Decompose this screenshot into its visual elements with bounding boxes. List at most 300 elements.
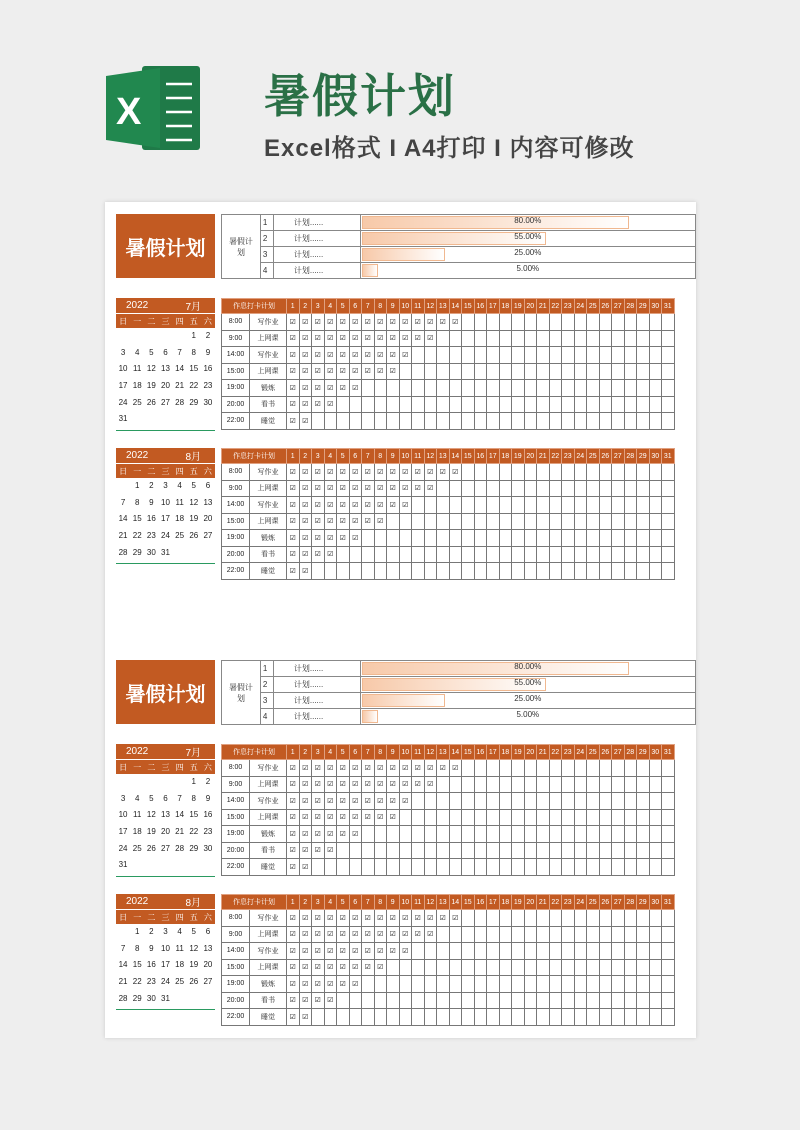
checkbox-cell[interactable] [662,959,675,976]
checkbox-cell[interactable] [349,976,362,993]
checkbox-cell[interactable] [512,396,525,413]
calendar-day[interactable]: 24 [161,977,170,987]
checkbox-cell[interactable] [324,910,337,927]
checkbox-cell[interactable] [462,497,475,514]
checkbox-cell[interactable] [374,793,387,810]
checkbox-cell[interactable] [337,380,350,397]
checkbox-cell[interactable] [524,314,537,331]
calendar-day[interactable]: 25 [175,531,185,541]
checkbox-cell[interactable] [512,976,525,993]
checkbox-cell[interactable] [512,842,525,859]
checkbox-cell[interactable] [637,809,650,826]
checkbox-cell[interactable] [374,546,387,563]
checkbox-cell[interactable] [499,513,512,530]
checkbox-cell[interactable] [574,380,587,397]
checkbox-cell[interactable] [637,347,650,364]
checkbox-cell[interactable] [462,546,475,563]
checkbox-cell[interactable] [512,563,525,580]
calendar-day[interactable]: 11 [133,810,142,820]
checkbox-cell[interactable] [662,976,675,993]
checkbox-cell[interactable] [649,546,662,563]
checkbox-cell[interactable] [387,976,400,993]
checkbox-cell[interactable] [612,413,625,430]
checkbox-cell[interactable] [562,413,575,430]
calendar-day[interactable]: 19 [189,514,199,524]
checkbox-cell[interactable] [362,976,375,993]
checkbox-cell[interactable] [287,330,300,347]
checkbox-cell[interactable] [474,826,487,843]
checkbox-cell[interactable] [387,992,400,1009]
checkbox-cell[interactable] [649,760,662,777]
checkbox-cell[interactable] [549,546,562,563]
checkbox-cell[interactable] [287,563,300,580]
checkbox-cell[interactable] [512,363,525,380]
checkbox-cell[interactable] [374,826,387,843]
checkbox-cell[interactable] [524,347,537,364]
calendar-day[interactable]: 8 [191,347,196,357]
checkbox-cell[interactable] [449,976,462,993]
checkbox-cell[interactable] [487,943,500,960]
checkbox-cell[interactable] [624,497,637,514]
checkbox-cell[interactable] [337,396,350,413]
checkbox-cell[interactable] [449,943,462,960]
checkbox-cell[interactable] [337,563,350,580]
checkbox-cell[interactable] [474,363,487,380]
checkbox-cell[interactable] [299,859,312,876]
calendar-day[interactable]: 20 [203,960,213,970]
checkbox-cell[interactable] [399,943,412,960]
checkbox-cell[interactable] [412,793,425,810]
checkbox-cell[interactable] [337,842,350,859]
checkbox-cell[interactable] [474,347,487,364]
checkbox-cell[interactable] [662,910,675,927]
checkbox-cell[interactable] [662,992,675,1009]
checkbox-cell[interactable] [474,380,487,397]
calendar-day[interactable]: 16 [146,514,156,524]
checkbox-cell[interactable] [487,992,500,1009]
checkbox-cell[interactable] [287,992,300,1009]
checkbox-cell[interactable] [399,530,412,547]
checkbox-cell[interactable] [324,380,337,397]
checkbox-cell[interactable] [587,497,600,514]
checkbox-cell[interactable] [449,926,462,943]
checkbox-cell[interactable] [524,1009,537,1026]
checkbox-cell[interactable] [399,926,412,943]
checkbox-cell[interactable] [537,363,550,380]
checkbox-cell[interactable] [599,809,612,826]
checkbox-cell[interactable] [524,976,537,993]
checkbox-cell[interactable] [387,314,400,331]
checkbox-cell[interactable] [287,347,300,364]
checkbox-cell[interactable] [662,413,675,430]
checkbox-cell[interactable] [649,380,662,397]
checkbox-cell[interactable] [612,464,625,481]
checkbox-cell[interactable] [324,497,337,514]
calendar-day[interactable]: 17 [161,514,170,524]
checkbox-cell[interactable] [512,314,525,331]
checkbox-cell[interactable] [287,380,300,397]
checkbox-cell[interactable] [537,347,550,364]
checkbox-cell[interactable] [587,926,600,943]
checkbox-cell[interactable] [662,793,675,810]
checkbox-cell[interactable] [474,413,487,430]
checkbox-cell[interactable] [474,959,487,976]
checkbox-cell[interactable] [524,926,537,943]
checkbox-cell[interactable] [474,926,487,943]
checkbox-cell[interactable] [612,330,625,347]
checkbox-cell[interactable] [449,380,462,397]
checkbox-cell[interactable] [399,396,412,413]
checkbox-cell[interactable] [624,464,637,481]
calendar-day[interactable]: 12 [189,497,199,507]
checkbox-cell[interactable] [312,959,325,976]
calendar-day[interactable]: 22 [189,381,199,391]
checkbox-cell[interactable] [324,1009,337,1026]
calendar-day[interactable]: 24 [161,531,170,541]
checkbox-cell[interactable] [487,480,500,497]
checkbox-cell[interactable] [312,563,325,580]
checkbox-cell[interactable] [662,1009,675,1026]
checkbox-cell[interactable] [312,1009,325,1026]
checkbox-cell[interactable] [599,380,612,397]
checkbox-cell[interactable] [487,910,500,927]
calendar-day[interactable]: 5 [191,481,196,490]
checkbox-cell[interactable] [637,480,650,497]
checkbox-cell[interactable] [512,546,525,563]
checkbox-cell[interactable] [574,943,587,960]
checkbox-cell[interactable] [362,546,375,563]
calendar-day[interactable]: 19 [146,827,156,837]
checkbox-cell[interactable] [437,910,450,927]
checkbox-cell[interactable] [387,396,400,413]
calendar-day[interactable]: 15 [132,514,142,524]
checkbox-cell[interactable] [337,330,350,347]
calendar-day[interactable]: 29 [132,547,142,557]
checkbox-cell[interactable] [599,330,612,347]
checkbox-cell[interactable] [299,1009,312,1026]
checkbox-cell[interactable] [649,842,662,859]
checkbox-cell[interactable] [424,497,437,514]
checkbox-cell[interactable] [512,910,525,927]
checkbox-cell[interactable] [499,363,512,380]
checkbox-cell[interactable] [499,546,512,563]
checkbox-cell[interactable] [387,330,400,347]
calendar-day[interactable]: 3 [163,481,168,490]
checkbox-cell[interactable] [549,363,562,380]
checkbox-cell[interactable] [449,859,462,876]
calendar-day[interactable]: 9 [149,943,154,953]
checkbox-cell[interactable] [324,826,337,843]
checkbox-cell[interactable] [299,330,312,347]
calendar-day[interactable]: 13 [203,943,213,953]
calendar-day[interactable]: 25 [175,977,185,987]
checkbox-cell[interactable] [349,926,362,943]
checkbox-cell[interactable] [374,926,387,943]
checkbox-cell[interactable] [449,480,462,497]
calendar-day[interactable]: 21 [175,827,185,837]
checkbox-cell[interactable] [587,992,600,1009]
checkbox-cell[interactable] [549,959,562,976]
checkbox-cell[interactable] [487,497,500,514]
calendar-day[interactable]: 25 [132,397,142,407]
checkbox-cell[interactable] [337,793,350,810]
checkbox-cell[interactable] [462,842,475,859]
checkbox-cell[interactable] [374,396,387,413]
checkbox-cell[interactable] [599,859,612,876]
checkbox-cell[interactable] [299,776,312,793]
checkbox-cell[interactable] [337,464,350,481]
checkbox-cell[interactable] [649,330,662,347]
checkbox-cell[interactable] [649,859,662,876]
checkbox-cell[interactable] [324,530,337,547]
calendar-day[interactable]: 23 [146,531,156,541]
calendar-day[interactable]: 28 [175,843,185,853]
checkbox-cell[interactable] [587,330,600,347]
checkbox-cell[interactable] [574,776,587,793]
checkbox-cell[interactable] [474,859,487,876]
calendar-day[interactable]: 18 [132,381,142,391]
checkbox-cell[interactable] [312,992,325,1009]
checkbox-cell[interactable] [474,464,487,481]
calendar-day[interactable]: 5 [149,793,154,803]
checkbox-cell[interactable] [549,563,562,580]
checkbox-cell[interactable] [574,1009,587,1026]
calendar-day[interactable]: 29 [189,397,199,407]
checkbox-cell[interactable] [299,943,312,960]
checkbox-cell[interactable] [574,809,587,826]
calendar-day[interactable]: 19 [146,381,156,391]
checkbox-cell[interactable] [349,943,362,960]
checkbox-cell[interactable] [412,943,425,960]
calendar-day[interactable]: 4 [134,347,140,357]
calendar-day[interactable]: 24 [118,397,128,407]
checkbox-cell[interactable] [337,826,350,843]
checkbox-cell[interactable] [412,314,425,331]
checkbox-cell[interactable] [637,793,650,810]
checkbox-cell[interactable] [374,910,387,927]
checkbox-cell[interactable] [649,959,662,976]
checkbox-cell[interactable] [587,910,600,927]
checkbox-cell[interactable] [424,926,437,943]
checkbox-cell[interactable] [624,413,637,430]
checkbox-cell[interactable] [312,546,325,563]
checkbox-cell[interactable] [324,413,337,430]
checkbox-cell[interactable] [387,530,400,547]
checkbox-cell[interactable] [537,926,550,943]
checkbox-cell[interactable] [499,776,512,793]
checkbox-cell[interactable] [362,530,375,547]
checkbox-cell[interactable] [637,842,650,859]
calendar-day[interactable]: 1 [134,927,140,936]
checkbox-cell[interactable] [637,330,650,347]
checkbox-cell[interactable] [437,809,450,826]
checkbox-cell[interactable] [562,314,575,331]
checkbox-cell[interactable] [612,859,625,876]
checkbox-cell[interactable] [612,826,625,843]
checkbox-cell[interactable] [362,992,375,1009]
checkbox-cell[interactable] [312,347,325,364]
calendar-day[interactable]: 26 [189,531,199,541]
checkbox-cell[interactable] [549,992,562,1009]
checkbox-cell[interactable] [299,363,312,380]
checkbox-cell[interactable] [549,480,562,497]
checkbox-cell[interactable] [387,546,400,563]
checkbox-cell[interactable] [599,396,612,413]
checkbox-cell[interactable] [337,347,350,364]
checkbox-cell[interactable] [362,330,375,347]
checkbox-cell[interactable] [549,347,562,364]
checkbox-cell[interactable] [624,330,637,347]
calendar-day[interactable]: 12 [146,364,156,374]
checkbox-cell[interactable] [462,943,475,960]
checkbox-cell[interactable] [299,413,312,430]
checkbox-cell[interactable] [349,1009,362,1026]
checkbox-cell[interactable] [337,497,350,514]
checkbox-cell[interactable] [487,513,500,530]
checkbox-cell[interactable] [662,396,675,413]
checkbox-cell[interactable] [299,563,312,580]
calendar-day[interactable]: 23 [146,977,156,987]
checkbox-cell[interactable] [449,464,462,481]
checkbox-cell[interactable] [312,330,325,347]
checkbox-cell[interactable] [599,992,612,1009]
checkbox-cell[interactable] [337,943,350,960]
checkbox-cell[interactable] [437,943,450,960]
checkbox-cell[interactable] [499,563,512,580]
checkbox-cell[interactable] [449,347,462,364]
calendar-day[interactable]: 28 [175,397,185,407]
checkbox-cell[interactable] [474,910,487,927]
checkbox-cell[interactable] [574,959,587,976]
checkbox-cell[interactable] [437,546,450,563]
checkbox-cell[interactable] [387,959,400,976]
checkbox-cell[interactable] [399,563,412,580]
checkbox-cell[interactable] [499,380,512,397]
checkbox-cell[interactable] [587,380,600,397]
checkbox-cell[interactable] [562,793,575,810]
checkbox-cell[interactable] [649,413,662,430]
calendar-day[interactable]: 31 [118,860,128,870]
checkbox-cell[interactable] [499,826,512,843]
checkbox-cell[interactable] [637,497,650,514]
checkbox-cell[interactable] [612,546,625,563]
checkbox-cell[interactable] [574,926,587,943]
checkbox-cell[interactable] [299,842,312,859]
checkbox-cell[interactable] [349,546,362,563]
checkbox-cell[interactable] [649,563,662,580]
checkbox-cell[interactable] [549,396,562,413]
checkbox-cell[interactable] [412,380,425,397]
checkbox-cell[interactable] [387,363,400,380]
checkbox-cell[interactable] [287,926,300,943]
calendar-day[interactable]: 6 [205,927,211,936]
checkbox-cell[interactable] [337,760,350,777]
checkbox-cell[interactable] [412,976,425,993]
checkbox-cell[interactable] [612,976,625,993]
checkbox-cell[interactable] [424,480,437,497]
checkbox-cell[interactable] [549,793,562,810]
checkbox-cell[interactable] [624,314,637,331]
checkbox-cell[interactable] [387,1009,400,1026]
checkbox-cell[interactable] [587,959,600,976]
checkbox-cell[interactable] [499,992,512,1009]
checkbox-cell[interactable] [387,826,400,843]
checkbox-cell[interactable] [424,776,437,793]
checkbox-cell[interactable] [587,314,600,331]
checkbox-cell[interactable] [624,793,637,810]
plan-text[interactable]: 计划...... [273,263,360,279]
checkbox-cell[interactable] [524,546,537,563]
checkbox-cell[interactable] [549,826,562,843]
checkbox-cell[interactable] [599,1009,612,1026]
calendar-day[interactable]: 9 [149,497,154,507]
checkbox-cell[interactable] [399,314,412,331]
checkbox-cell[interactable] [362,513,375,530]
checkbox-cell[interactable] [449,513,462,530]
checkbox-cell[interactable] [562,910,575,927]
checkbox-cell[interactable] [349,563,362,580]
checkbox-cell[interactable] [337,976,350,993]
checkbox-cell[interactable] [412,926,425,943]
checkbox-cell[interactable] [574,826,587,843]
checkbox-cell[interactable] [462,396,475,413]
checkbox-cell[interactable] [474,943,487,960]
checkbox-cell[interactable] [637,380,650,397]
checkbox-cell[interactable] [612,793,625,810]
checkbox-cell[interactable] [587,760,600,777]
checkbox-cell[interactable] [599,314,612,331]
checkbox-cell[interactable] [412,776,425,793]
checkbox-cell[interactable] [574,413,587,430]
checkbox-cell[interactable] [299,760,312,777]
checkbox-cell[interactable] [324,314,337,331]
checkbox-cell[interactable] [562,330,575,347]
checkbox-cell[interactable] [487,760,500,777]
checkbox-cell[interactable] [662,347,675,364]
checkbox-cell[interactable] [349,396,362,413]
checkbox-cell[interactable] [424,347,437,364]
checkbox-cell[interactable] [612,363,625,380]
calendar-day[interactable]: 16 [203,810,213,820]
checkbox-cell[interactable] [499,330,512,347]
checkbox-cell[interactable] [637,396,650,413]
checkbox-cell[interactable] [462,530,475,547]
checkbox-cell[interactable] [562,363,575,380]
checkbox-cell[interactable] [637,943,650,960]
checkbox-cell[interactable] [387,347,400,364]
checkbox-cell[interactable] [524,413,537,430]
checkbox-cell[interactable] [299,464,312,481]
checkbox-cell[interactable] [287,793,300,810]
checkbox-cell[interactable] [487,959,500,976]
checkbox-cell[interactable] [362,1009,375,1026]
checkbox-cell[interactable] [362,464,375,481]
checkbox-cell[interactable] [387,926,400,943]
checkbox-cell[interactable] [612,959,625,976]
checkbox-cell[interactable] [412,1009,425,1026]
checkbox-cell[interactable] [449,1009,462,1026]
checkbox-cell[interactable] [437,563,450,580]
checkbox-cell[interactable] [662,380,675,397]
checkbox-cell[interactable] [437,842,450,859]
checkbox-cell[interactable] [574,347,587,364]
checkbox-cell[interactable] [412,497,425,514]
checkbox-cell[interactable] [587,793,600,810]
checkbox-cell[interactable] [437,480,450,497]
checkbox-cell[interactable] [287,314,300,331]
checkbox-cell[interactable] [374,959,387,976]
checkbox-cell[interactable] [362,347,375,364]
